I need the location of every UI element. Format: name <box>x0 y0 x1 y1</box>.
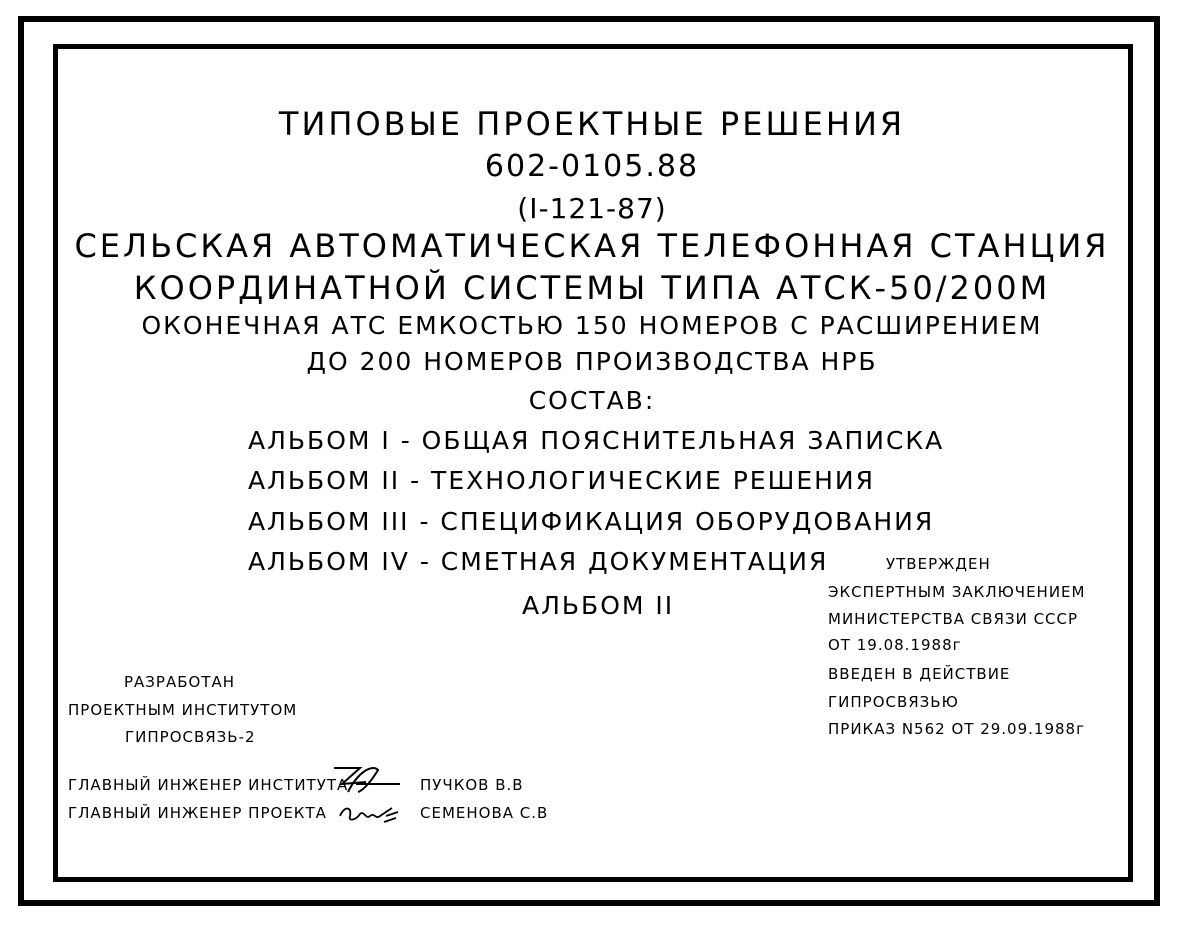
developer-line: РАЗРАБОТАН <box>124 673 236 691</box>
approval-date: ОТ 19.08.1988г <box>828 636 962 654</box>
signatory-name: ПУЧКОВ В.В <box>420 776 524 794</box>
album-item: АЛЬБОМ II - ТЕХНОЛОГИЧЕСКИЕ РЕШЕНИЯ <box>248 466 876 495</box>
signature-role: ГЛАВНЫЙ ИНЖЕНЕР ПРОЕКТА <box>68 804 327 822</box>
document-subcode: (I-121-87) <box>517 192 667 225</box>
approval-line: ЭКСПЕРТНЫМ ЗАКЛЮЧЕНИЕМ <box>828 583 1086 601</box>
approval-line: УТВЕРЖДЕН <box>886 555 991 573</box>
title-line: ТИПОВЫЕ ПРОЕКТНЫЕ РЕШЕНИЯ <box>278 105 906 143</box>
order-number: ПРИКАЗ N562 ОТ 29.09.1988г <box>828 720 1085 738</box>
current-album: АЛЬБОМ II <box>522 591 675 620</box>
composition-heading: СОСТАВ: <box>528 386 656 415</box>
capacity-line: ОКОНЕЧНАЯ АТС ЕМКОСТЬЮ 150 НОМЕРОВ С РАСШИРЕНИЕМ <box>141 311 1043 340</box>
approval-line: ВВЕДЕН В ДЕЙСТВИЕ <box>828 665 1011 683</box>
album-item: АЛЬБОМ III - СПЕЦИФИКАЦИЯ ОБОРУДОВАНИЯ <box>248 507 935 536</box>
signatory-name: СЕМЕНОВА С.В <box>420 804 549 822</box>
system-title: КООРДИНАТНОЙ СИСТЕМЫ ТИПА АТСК-50/200М <box>133 269 1051 307</box>
signature-mark-1 <box>328 762 408 798</box>
manufacturer-line: ДО 200 НОМЕРОВ ПРОИЗВОДСТВА НРБ <box>306 347 878 376</box>
approval-line: МИНИСТЕРСТВА СВЯЗИ СССР <box>828 610 1079 628</box>
signature-mark-2 <box>336 798 406 828</box>
document-code: 602-0105.88 <box>484 149 700 184</box>
developer-line: ПРОЕКТНЫМ ИНСТИТУТОМ <box>68 701 298 719</box>
signature-role: ГЛАВНЫЙ ИНЖЕНЕР ИНСТИТУТА <box>68 776 349 794</box>
album-item: АЛЬБОМ I - ОБЩАЯ ПОЯСНИТЕЛЬНАЯ ЗАПИСКА <box>248 426 945 455</box>
developer-name: ГИПРОСВЯЗЬ-2 <box>125 728 256 746</box>
album-item: АЛЬБОМ IV - СМЕТНАЯ ДОКУМЕНТАЦИЯ <box>248 547 829 576</box>
approval-line: ГИПРОСВЯЗЬЮ <box>828 693 959 711</box>
station-title: СЕЛЬСКАЯ АВТОМАТИЧЕСКАЯ ТЕЛЕФОННАЯ СТАНЦИЯ <box>74 227 1110 265</box>
